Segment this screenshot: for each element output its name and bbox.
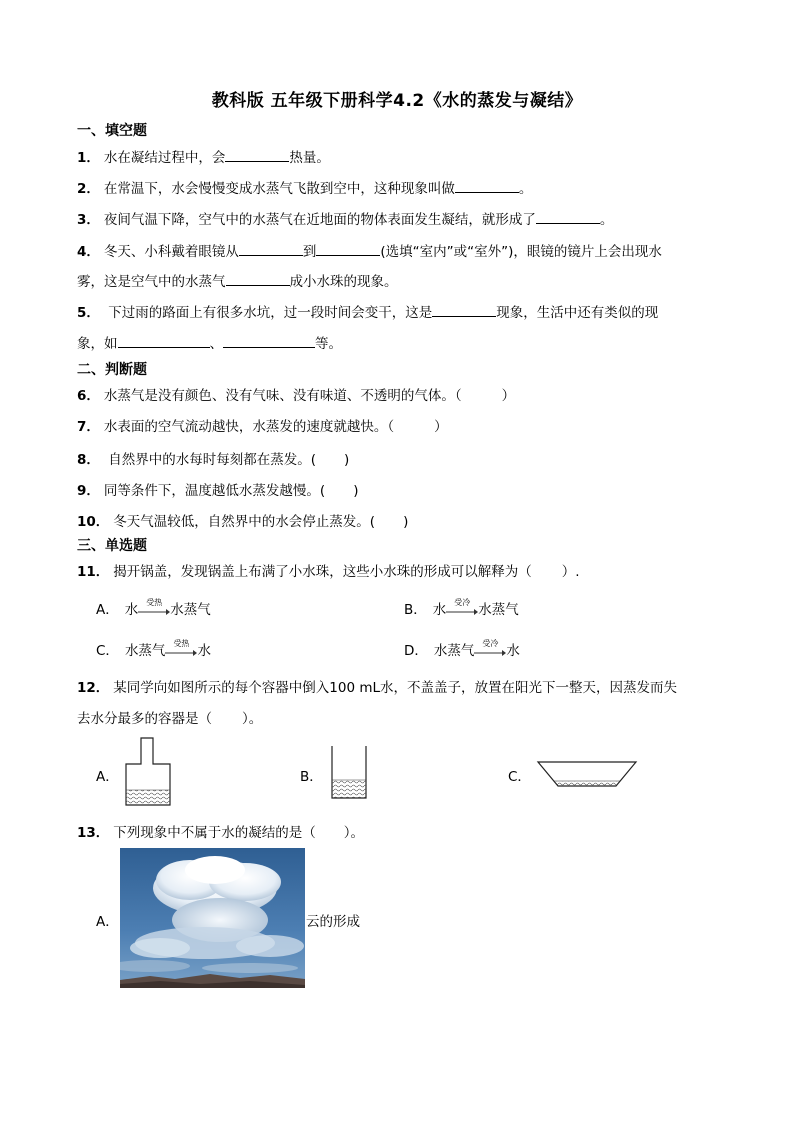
question-text: 热量。 [289, 150, 330, 166]
question-text: 夜间气温下降，空气中的水蒸气在近地面的物体表面发生凝结，就形成了 [103, 212, 536, 228]
question-1 [77, 146, 727, 166]
question-text: (选填“室内”或“室外”)，眼镜的镜片上会出现水 [380, 244, 662, 260]
option-c[interactable] [96, 639, 211, 659]
page-title: 教科版 五年级下册科学4.2《水的蒸发与凝结》 [211, 91, 583, 111]
question-text: ） [501, 388, 516, 404]
reaction-to: 水蒸气 [478, 602, 519, 618]
option-label: A． [96, 602, 119, 618]
question-3 [77, 208, 727, 228]
option-a[interactable] [96, 598, 211, 618]
question-text: ) [353, 483, 359, 499]
question-10 [77, 510, 727, 530]
question-13 [77, 821, 727, 841]
question-text: 在常温下，水会慢慢变成水蒸气飞散到空中，这种现象叫做 [103, 181, 455, 197]
question-number: 4． [77, 244, 100, 260]
question-text: ）. [561, 564, 580, 580]
question-text: 去水分最多的容器是（ [77, 711, 212, 727]
answer-blank[interactable] [432, 302, 496, 317]
question-number: 8． [77, 452, 100, 468]
answer-blank[interactable] [455, 178, 519, 193]
question-number: 7． [77, 419, 100, 435]
question-text: 下过雨的路面上有很多水坑，过一段时间会变干，这是 [103, 305, 433, 321]
question-number: 1． [77, 150, 100, 166]
question-12 [77, 676, 727, 696]
question-text: 自然界中的水每时每刻都在蒸发。( [103, 452, 316, 468]
section-choice-heading: 三、单选题 [77, 538, 147, 554]
question-text: 水在凝结过程中，会 [103, 150, 226, 166]
question-text: 水蒸气是没有颜色、没有气味、没有味道、不透明的气体。（ [103, 388, 462, 404]
question-text: 雾，这是空气中的水蒸气 [77, 274, 226, 290]
question-text: ） [434, 419, 448, 435]
reaction-from: 水蒸气 [124, 643, 166, 659]
arrow-icon [474, 639, 506, 659]
arrow-condition: 受冷 [454, 598, 471, 607]
question-text: 成小水珠的现象。 [289, 274, 398, 290]
answer-blank[interactable] [316, 241, 380, 256]
question-text: 等。 [315, 336, 342, 352]
arrow-condition: 受热 [173, 639, 190, 648]
question-8 [77, 448, 727, 468]
question-number: 10． [77, 514, 110, 530]
arrow-icon [165, 639, 197, 659]
question-5-cont [77, 332, 727, 352]
option-d[interactable] [404, 639, 520, 659]
question-text: 。 [518, 181, 533, 197]
bottle-container-figure [120, 736, 175, 808]
arrow-condition: 受冷 [482, 639, 499, 648]
question-5 [77, 301, 727, 321]
question-text: 某同学向如图所示的每个容器中倒入100 mL水，不盖盖子，放置在阳光下一整天，因蒸发而失 [113, 680, 678, 696]
question-12-cont [77, 707, 727, 727]
question-text: 现象，生活中还有类似的现 [496, 305, 659, 321]
question-text: 揭开锅盖，发现锅盖上布满了小水珠，这些小水珠的形成可以解释为（ [113, 564, 532, 580]
question-number: 5． [77, 305, 100, 321]
question-9 [77, 479, 727, 499]
question-text: 冬天气温较低，自然界中的水会停止蒸发。( [113, 514, 376, 530]
question-text: 象，如 [77, 336, 118, 352]
answer-blank[interactable] [225, 147, 289, 162]
arrow-icon [138, 598, 170, 618]
question-text: 、 [209, 336, 223, 352]
question-text: ）。 [242, 711, 263, 727]
question-text: 水表面的空气流动越快，水蒸发的速度就越快。（ [103, 419, 395, 435]
section-judge-heading: 二、判断题 [77, 362, 147, 378]
cloud-photo [120, 848, 305, 988]
question-number: 9． [77, 483, 100, 499]
option-b-label[interactable]: B． [300, 769, 323, 785]
question-text: ）。 [343, 825, 365, 841]
option-a-text: 云的形成 [306, 914, 360, 930]
option-a-label[interactable]: A． [96, 769, 119, 785]
option-b[interactable] [404, 598, 519, 618]
question-text: 下列现象中不属于水的凝结的是（ [113, 825, 316, 841]
question-11 [77, 560, 727, 580]
answer-blank[interactable] [239, 241, 303, 256]
question-text: ) [343, 452, 350, 468]
question-number: 11． [77, 564, 110, 580]
question-2 [77, 177, 727, 197]
basin-container-figure [534, 758, 640, 790]
arrow-condition: 受热 [146, 598, 163, 607]
question-number: 3． [77, 212, 100, 228]
option-c-label[interactable]: C． [508, 769, 531, 785]
reaction-from: 水 [432, 602, 447, 618]
question-number: 12． [77, 680, 110, 696]
question-number: 13． [77, 825, 110, 841]
question-7 [77, 415, 727, 435]
option-a-label[interactable]: A． [96, 914, 119, 930]
question-number: 6． [77, 388, 100, 404]
question-text: 。 [599, 212, 614, 228]
section-fill-heading: 一、填空题 [77, 123, 147, 139]
option-label: D． [404, 643, 428, 659]
reaction-from: 水 [124, 602, 139, 618]
answer-blank[interactable] [226, 271, 290, 286]
question-text: 冬天、小科戴着眼镜从 [103, 244, 239, 260]
option-label: C． [96, 643, 119, 659]
reaction-to: 水 [197, 643, 211, 659]
answer-blank[interactable] [223, 333, 315, 348]
reaction-from: 水蒸气 [433, 643, 475, 659]
question-text: 同等条件下，温度越低水蒸发越慢。( [103, 483, 326, 499]
arrow-icon [446, 598, 478, 618]
answer-blank[interactable] [118, 333, 210, 348]
question-number: 2． [77, 181, 100, 197]
option-label: B． [404, 602, 427, 618]
question-4-cont [77, 270, 727, 290]
question-text: ) [403, 514, 409, 530]
reaction-to: 水蒸气 [170, 602, 211, 618]
reaction-to: 水 [506, 643, 520, 659]
question-6 [77, 384, 727, 404]
answer-blank[interactable] [536, 209, 600, 224]
question-4 [77, 240, 727, 260]
beaker-container-figure [328, 744, 370, 800]
question-text: 到 [302, 244, 317, 260]
